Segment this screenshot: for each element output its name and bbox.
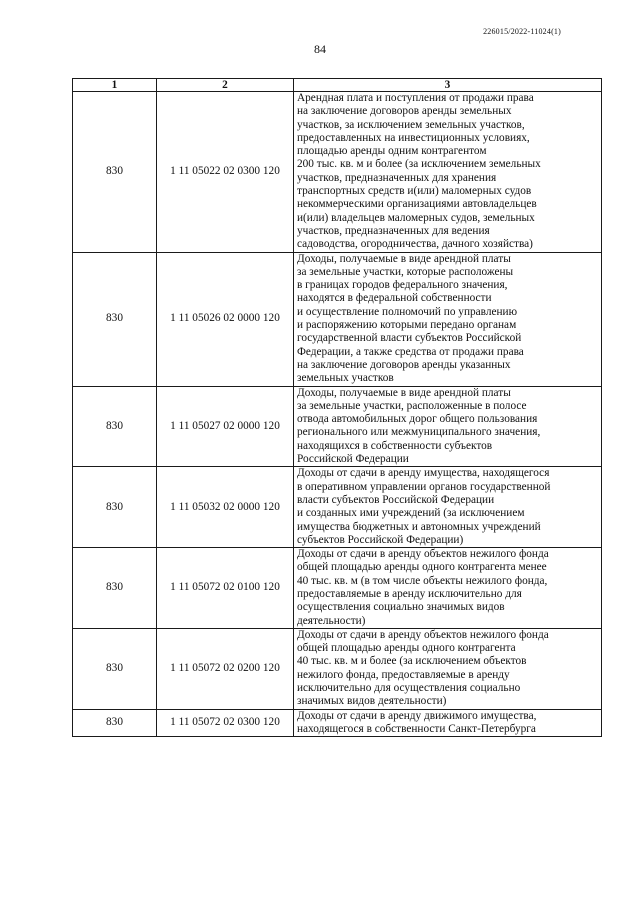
description-line: власти субъектов Российской Федерации	[297, 493, 495, 506]
revenue-description-cell	[294, 467, 602, 548]
revenue-codes-table	[72, 78, 602, 737]
description-line: предоставляемые в аренду исключительно для	[297, 587, 522, 600]
description-line: Арендная плата и поступления от продажи права	[297, 92, 534, 104]
description-line: отвода автомобильных дорог общего пользования	[297, 413, 538, 426]
column-header-2: 2	[157, 79, 294, 92]
revenue-code-cell: 1 11 05022 02 0300 120	[157, 92, 294, 253]
description-line: и(или) владельцев маломерных судов, земельных	[297, 211, 535, 224]
document-id: 226015/2022-11024(1)	[483, 27, 561, 36]
revenue-description-cell	[294, 548, 602, 629]
table-row	[73, 709, 602, 737]
description-line: 40 тыс. кв. м (в том числе объекты нежилого фонда,	[297, 574, 548, 587]
table-row	[73, 467, 602, 548]
description-line: исключительно для осуществления социально	[297, 682, 521, 695]
admin-code-cell: 830	[73, 386, 157, 467]
description-line: Российской Федерации	[297, 453, 409, 466]
description-line: Доходы от сдачи в аренду объектов нежилого фонда	[297, 628, 549, 641]
description-line: 200 тыс. кв. м и более (за исключением земельных	[297, 158, 541, 171]
revenue-description-cell	[294, 628, 602, 709]
revenue-description-cell	[294, 386, 602, 467]
description-line: и распоряжению которыми передано органам	[297, 319, 517, 332]
description-line: имущества бюджетных и автономных учреждений	[297, 520, 541, 533]
revenue-description-cell	[294, 709, 602, 737]
admin-code-cell: 830	[73, 92, 157, 253]
description-line: находятся в федеральной собственности	[297, 292, 492, 305]
description-line: и созданных ими учреждений (за исключением	[297, 507, 525, 520]
admin-code-cell: 830	[73, 548, 157, 629]
description-line: за земельные участки, которые расположены	[297, 265, 514, 278]
column-header-1: 1	[73, 79, 157, 92]
description-line: находящихся в собственности субъектов	[297, 439, 493, 452]
table-row	[73, 252, 602, 386]
table-row	[73, 386, 602, 467]
admin-code-cell: 830	[73, 467, 157, 548]
description-line: на заключение договоров аренды земельных	[297, 105, 512, 118]
revenue-code-cell: 1 11 05032 02 0000 120	[157, 467, 294, 548]
description-line: Доходы от сдачи в аренду объектов нежилого фонда	[297, 548, 549, 561]
revenue-code-cell: 1 11 05072 02 0300 120	[157, 709, 294, 737]
description-line: общей площадью аренды одного контрагента	[297, 642, 516, 655]
table-row	[73, 92, 602, 253]
description-line: регионального или межмуниципального значения,	[297, 426, 541, 439]
description-line: деятельности)	[297, 614, 366, 627]
description-line: садоводства, огородничества, дачного хозяйства)	[297, 238, 533, 251]
revenue-code-cell: 1 11 05072 02 0200 120	[157, 628, 294, 709]
description-line: общей площадью аренды одного контрагента менее	[297, 561, 547, 574]
admin-code-cell: 830	[73, 252, 157, 386]
table-header-row	[73, 79, 602, 92]
page-number: 84	[314, 42, 326, 56]
description-line: участков, за исключением земельных участков,	[297, 118, 525, 131]
table-body	[73, 92, 602, 737]
revenue-code-cell: 1 11 05026 02 0000 120	[157, 252, 294, 386]
description-line: Доходы от сдачи в аренду движимого имущества,	[297, 709, 537, 722]
description-line: Доходы от сдачи в аренду имущества, находящегося	[297, 467, 550, 480]
description-line: находящегося в собственности Санкт-Петербурга	[297, 722, 536, 735]
description-line: Доходы, получаемые в виде арендной платы	[297, 252, 511, 265]
description-line: субъектов Российской Федерации)	[297, 533, 464, 546]
table-row	[73, 628, 602, 709]
description-line: и осуществление полномочий по управлению	[297, 305, 518, 318]
description-line: транспортных средств и(или) маломерных судов	[297, 185, 532, 198]
description-line: на заключение договоров аренды указанных	[297, 358, 511, 371]
revenue-code-cell: 1 11 05027 02 0000 120	[157, 386, 294, 467]
description-line: участков, предназначенных для хранения	[297, 171, 497, 184]
description-line: значимых видов деятельности)	[297, 695, 447, 708]
revenue-description-cell	[294, 252, 602, 386]
description-line: участков, предназначенных для ведения	[297, 224, 490, 237]
description-line: некоммерческими организациями автовладельцев	[297, 198, 537, 211]
table-row	[73, 548, 602, 629]
description-line: нежилого фонда, предоставляемые в аренду	[297, 668, 510, 681]
description-line: предоставленных на инвестиционных условиях,	[297, 131, 530, 144]
admin-code-cell: 830	[73, 628, 157, 709]
description-line: Доходы, получаемые в виде арендной платы	[297, 386, 511, 399]
description-line: 40 тыс. кв. м и более (за исключением объектов	[297, 655, 527, 668]
revenue-description-cell	[294, 92, 602, 253]
description-line: Федерации, а также средства от продажи права	[297, 345, 524, 358]
description-line: земельных участков	[297, 372, 394, 385]
column-header-3: 3	[294, 79, 602, 92]
description-line: площадью аренды одним контрагентом	[297, 145, 487, 158]
description-line: осуществления социально значимых видов	[297, 601, 505, 614]
description-line: в границах городов федерального значения,	[297, 279, 508, 292]
revenue-code-cell: 1 11 05072 02 0100 120	[157, 548, 294, 629]
description-line: за земельные участки, расположенные в полосе	[297, 399, 527, 412]
admin-code-cell: 830	[73, 709, 157, 737]
description-line: государственной власти субъектов Российской	[297, 332, 522, 345]
description-line: в оперативном управлении органов государственной	[297, 480, 551, 493]
